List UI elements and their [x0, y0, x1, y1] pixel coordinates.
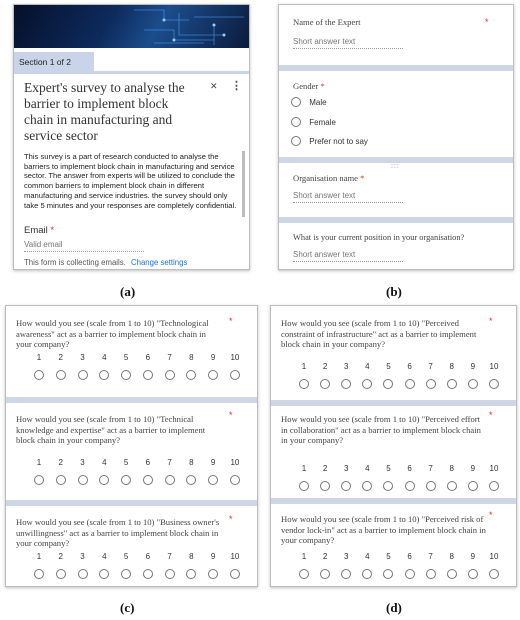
radio-button[interactable]: [165, 475, 175, 485]
linear-scale[interactable]: [32, 353, 242, 380]
scale-number: 3: [343, 362, 349, 371]
scale-option[interactable]: [32, 353, 46, 380]
scale-option[interactable]: [403, 552, 417, 579]
scale-option[interactable]: [318, 362, 332, 389]
scale-option[interactable]: [228, 458, 242, 485]
question-text: How would you see (scale from 1 to 10) "Technical knowledge and expertise" act as a barrier to implement block chain in your company?: [16, 414, 206, 445]
description-scrollbar[interactable]: [242, 151, 245, 217]
scale-option[interactable]: [445, 552, 459, 579]
form-title: Expert's survey to analyse the barrier to implement block chain in manufacturing and service sector: [24, 80, 185, 143]
radio-button[interactable]: [426, 379, 436, 389]
radio-button[interactable]: [186, 370, 196, 380]
radio-button[interactable]: [165, 370, 175, 380]
scale-number: 1: [301, 362, 307, 371]
scale-option[interactable]: [32, 458, 46, 485]
radio-button[interactable]: [383, 379, 393, 389]
radio-button[interactable]: [143, 475, 153, 485]
more-options-icon[interactable]: ⋮: [231, 80, 242, 92]
scale-option[interactable]: [297, 464, 311, 491]
scale-option[interactable]: [487, 552, 501, 579]
radio-button[interactable]: [299, 569, 309, 579]
scale-option[interactable]: [318, 464, 332, 491]
caption-d: (d): [386, 600, 402, 615]
scale-option[interactable]: [360, 552, 374, 579]
scale-number: 8: [449, 552, 454, 561]
scale-option[interactable]: [119, 458, 133, 485]
radio-button[interactable]: [426, 569, 436, 579]
change-settings-link[interactable]: Change settings: [131, 258, 188, 267]
radio-button[interactable]: [291, 136, 301, 146]
scale-option[interactable]: [76, 552, 90, 579]
scale-option[interactable]: [466, 552, 480, 579]
section-separator: [271, 498, 516, 504]
radio-button[interactable]: [489, 569, 499, 579]
radio-button[interactable]: [489, 379, 499, 389]
scale-number: 6: [145, 552, 151, 561]
scale-option[interactable]: [141, 552, 155, 579]
scale-number: 9: [470, 362, 476, 371]
scale-number: 4: [365, 552, 370, 561]
radio-button[interactable]: [320, 569, 330, 579]
scale-number: 6: [145, 353, 151, 362]
scale-number: 4: [365, 362, 370, 371]
radio-button[interactable]: [34, 370, 44, 380]
radio-button[interactable]: [291, 117, 301, 127]
radio-button[interactable]: [186, 475, 196, 485]
required-mark: *: [229, 316, 233, 326]
name-question-label: Name of the Expert: [293, 17, 361, 27]
panel-d: [270, 305, 517, 587]
radio-button[interactable]: [99, 475, 109, 485]
scale-number: 1: [301, 552, 307, 561]
scale-option[interactable]: [141, 353, 155, 380]
radio-button[interactable]: [78, 475, 88, 485]
scale-option[interactable]: [54, 552, 68, 579]
scale-option[interactable]: [318, 552, 332, 579]
radio-button[interactable]: [320, 379, 330, 389]
scale-number: 1: [36, 458, 42, 467]
radio-button[interactable]: [78, 569, 88, 579]
scale-number: 3: [343, 552, 349, 561]
scale-option[interactable]: [445, 464, 459, 491]
required-mark: *: [489, 410, 493, 420]
linear-scale[interactable]: [297, 464, 501, 491]
radio-button[interactable]: [447, 569, 457, 579]
scale-number: 10: [489, 362, 499, 371]
radio-button[interactable]: [362, 379, 372, 389]
radio-button[interactable]: [34, 475, 44, 485]
radio-button[interactable]: [383, 481, 393, 491]
circuit-pattern: [14, 5, 250, 48]
required-mark: *: [489, 316, 493, 326]
scale-option[interactable]: [228, 353, 242, 380]
scale-number: 8: [189, 552, 194, 561]
scale-number: 10: [230, 353, 240, 362]
radio-button[interactable]: [208, 569, 218, 579]
section-tab-label: Section 1 of 2: [19, 57, 71, 67]
collect-email-notice: This form is collecting emails. Change settings: [24, 258, 188, 267]
gender-option-female[interactable]: [291, 117, 336, 127]
scale-option[interactable]: [381, 552, 395, 579]
radio-button[interactable]: [99, 569, 109, 579]
scale-option[interactable]: [339, 464, 353, 491]
scale-option[interactable]: [487, 362, 501, 389]
radio-button[interactable]: [468, 569, 478, 579]
scale-option[interactable]: [297, 552, 311, 579]
scale-option[interactable]: [445, 362, 459, 389]
radio-button[interactable]: [56, 475, 66, 485]
radio-button[interactable]: [56, 569, 66, 579]
radio-button[interactable]: [447, 481, 457, 491]
radio-button[interactable]: [405, 481, 415, 491]
radio-button[interactable]: [362, 569, 372, 579]
position-question-label: What is your current position in your organisation?: [293, 233, 465, 242]
scale-number: 5: [386, 362, 391, 371]
scale-option[interactable]: [206, 552, 220, 579]
scale-option[interactable]: [403, 362, 417, 389]
section-separator: [271, 400, 516, 406]
radio-button[interactable]: [143, 569, 153, 579]
drag-handle-icon[interactable]: :::: [391, 163, 400, 170]
form-description: This survey is a part of research conducted to analyse the barriers to implement block chain in manufacturing and service sector. The answer from experts will be utilized to conclude the common barriers to implement block chain in different manufacturing and service industries. the survey should only take 5 minutes and your responses are completely confidential.: [24, 152, 237, 210]
scale-option[interactable]: [206, 458, 220, 485]
required-mark: *: [489, 510, 493, 520]
radio-button[interactable]: [165, 569, 175, 579]
scale-number: 10: [230, 458, 240, 467]
question-text: How would you see (scale from 1 to 10) "Perceived constraint of infrastructure" act as a barrier to implement block chain in your company?: [281, 318, 477, 349]
question-text: How would you see (scale from 1 to 10) "Perceived effort in collaboration" act as a barrier to implement block chain in your company?: [281, 414, 481, 445]
radio-button[interactable]: [230, 475, 240, 485]
scale-number: 7: [428, 552, 433, 561]
scale-number: 5: [123, 458, 129, 467]
scale-number: 3: [343, 464, 349, 473]
scale-number: 2: [322, 464, 328, 473]
scale-number: 8: [449, 464, 454, 473]
scale-number: 9: [210, 552, 216, 561]
option-label: Female: [309, 117, 336, 127]
required-mark: *: [229, 410, 233, 420]
scale-option[interactable]: [297, 362, 311, 389]
scale-number: 6: [407, 464, 412, 473]
scale-option[interactable]: [163, 353, 177, 380]
scale-option[interactable]: [32, 552, 46, 579]
scale-option[interactable]: [163, 552, 177, 579]
radio-button[interactable]: [341, 481, 351, 491]
scale-option[interactable]: [119, 552, 133, 579]
scale-option[interactable]: [424, 464, 438, 491]
scale-option[interactable]: [97, 353, 111, 380]
question-text: How would you see (scale from 1 to 10) "Technological awareness" act as a barrier to implement block chain in your company?: [16, 318, 209, 349]
section-tab[interactable]: [14, 52, 94, 72]
radio-button[interactable]: [230, 370, 240, 380]
scale-number: 3: [80, 458, 85, 467]
scale-number: 6: [407, 552, 412, 561]
scale-number: 10: [230, 552, 240, 561]
scale-option[interactable]: [339, 552, 353, 579]
scale-number: 8: [189, 353, 194, 362]
gender-option-male[interactable]: [291, 97, 327, 107]
required-mark: *: [50, 225, 55, 236]
radio-button[interactable]: [291, 97, 301, 107]
radio-button[interactable]: [383, 569, 393, 579]
org-field[interactable]: Short answer text: [293, 191, 403, 203]
panel-a: [13, 4, 250, 270]
radio-button[interactable]: [208, 475, 218, 485]
scale-number: 5: [123, 552, 129, 561]
scale-option[interactable]: [163, 458, 177, 485]
scale-option[interactable]: [339, 362, 353, 389]
scale-option[interactable]: [184, 458, 198, 485]
scale-option[interactable]: [206, 353, 220, 380]
scale-number: 8: [449, 362, 454, 371]
scale-number: 4: [102, 458, 107, 467]
gender-question-label: Gender *: [293, 81, 325, 91]
scale-number: 9: [470, 552, 476, 561]
scale-number: 1: [36, 552, 42, 561]
scale-option[interactable]: [184, 353, 198, 380]
scale-option[interactable]: [76, 353, 90, 380]
scale-number: 4: [102, 353, 107, 362]
caption-c: (c): [120, 600, 135, 615]
scale-number: 2: [58, 458, 63, 467]
scale-number: 2: [322, 552, 328, 561]
question-text: How would you see (scale from 1 to 10) "Perceived risk of vendor lock-in" act as a barrier to implement block chain in your company?: [281, 514, 486, 545]
scale-number: 10: [489, 552, 499, 561]
scale-option[interactable]: [97, 458, 111, 485]
position-field[interactable]: Short answer text: [293, 250, 403, 262]
scale-number: 6: [145, 458, 151, 467]
caption-b: (b): [386, 284, 402, 299]
radio-button[interactable]: [489, 481, 499, 491]
scale-number: 2: [322, 362, 328, 371]
radio-button[interactable]: [208, 370, 218, 380]
scale-option[interactable]: [360, 464, 374, 491]
scale-number: 1: [301, 464, 307, 473]
scale-number: 3: [80, 552, 85, 561]
option-label: Prefer not to say: [309, 136, 368, 146]
scale-number: 9: [470, 464, 476, 473]
scale-option[interactable]: [424, 552, 438, 579]
name-required-mark: *: [485, 17, 489, 27]
scale-option[interactable]: [76, 458, 90, 485]
scale-number: 9: [210, 458, 216, 467]
option-label: Male: [309, 97, 327, 107]
scale-option[interactable]: [466, 464, 480, 491]
scale-number: 7: [167, 552, 172, 561]
name-field[interactable]: Short answer text: [293, 37, 403, 49]
scale-number: 5: [386, 552, 391, 561]
radio-button[interactable]: [230, 569, 240, 579]
scale-option[interactable]: [403, 464, 417, 491]
radio-button[interactable]: [299, 481, 309, 491]
radio-button[interactable]: [468, 379, 478, 389]
scale-number: 4: [365, 464, 370, 473]
question-text: How would you see (scale from 1 to 10) "Business owner's unwillingness" act as a barrier to implement block chain in your company?: [16, 517, 220, 548]
radio-button[interactable]: [121, 370, 131, 380]
section-separator: [6, 500, 257, 506]
linear-scale[interactable]: [297, 362, 501, 389]
scale-option[interactable]: [119, 353, 133, 380]
radio-button[interactable]: [121, 569, 131, 579]
org-question-label: Organisation name *: [293, 173, 365, 183]
gender-option-prefer-not[interactable]: [291, 136, 368, 146]
email-field[interactable]: Valid email: [24, 240, 144, 252]
email-label: Email *: [24, 225, 55, 236]
scale-option[interactable]: [466, 362, 480, 389]
scale-number: 4: [102, 552, 107, 561]
header-banner-image: [14, 5, 250, 48]
scale-option[interactable]: [360, 362, 374, 389]
caption-a: (a): [120, 284, 136, 299]
scale-option[interactable]: [381, 362, 395, 389]
scale-number: 8: [189, 458, 194, 467]
radio-button[interactable]: [468, 481, 478, 491]
linear-scale[interactable]: [297, 552, 501, 579]
scale-option[interactable]: [141, 458, 155, 485]
scale-option[interactable]: [228, 552, 242, 579]
scale-number: 7: [167, 353, 172, 362]
linear-scale[interactable]: [32, 552, 242, 579]
radio-button[interactable]: [341, 379, 351, 389]
linear-scale[interactable]: [32, 458, 242, 485]
scale-option[interactable]: [54, 458, 68, 485]
radio-button[interactable]: [320, 481, 330, 491]
radio-button[interactable]: [447, 379, 457, 389]
radio-button[interactable]: [121, 475, 131, 485]
scale-number: 2: [58, 353, 63, 362]
section-bar: [14, 71, 250, 74]
scale-number: 2: [58, 552, 63, 561]
radio-button[interactable]: [143, 370, 153, 380]
radio-button[interactable]: [99, 370, 109, 380]
scale-number: 1: [36, 353, 42, 362]
section-separator: [279, 65, 513, 71]
scale-number: 7: [167, 458, 172, 467]
radio-button[interactable]: [186, 569, 196, 579]
scale-option[interactable]: [487, 464, 501, 491]
radio-button[interactable]: [405, 569, 415, 579]
radio-button[interactable]: [78, 370, 88, 380]
radio-button[interactable]: [405, 379, 415, 389]
section-separator: [6, 397, 257, 403]
radio-button[interactable]: [341, 569, 351, 579]
panel-b: [278, 4, 514, 270]
scale-option[interactable]: [381, 464, 395, 491]
section-separator: [279, 217, 513, 223]
scale-number: 7: [428, 464, 433, 473]
radio-button[interactable]: [362, 481, 372, 491]
scale-number: 5: [386, 464, 391, 473]
scale-option[interactable]: [424, 362, 438, 389]
required-mark: *: [229, 514, 233, 524]
scale-number: 10: [489, 464, 499, 473]
scale-number: 9: [210, 353, 216, 362]
radio-button[interactable]: [426, 481, 436, 491]
scale-option[interactable]: [184, 552, 198, 579]
scale-number: 3: [80, 353, 85, 362]
scale-number: 6: [407, 362, 412, 371]
collapse-icon[interactable]: ✕: [210, 81, 218, 91]
scale-option[interactable]: [97, 552, 111, 579]
radio-button[interactable]: [56, 370, 66, 380]
radio-button[interactable]: [299, 379, 309, 389]
scale-number: 7: [428, 362, 433, 371]
panel-c: [5, 305, 258, 587]
radio-button[interactable]: [34, 569, 44, 579]
scale-number: 5: [123, 353, 129, 362]
scale-option[interactable]: [54, 353, 68, 380]
